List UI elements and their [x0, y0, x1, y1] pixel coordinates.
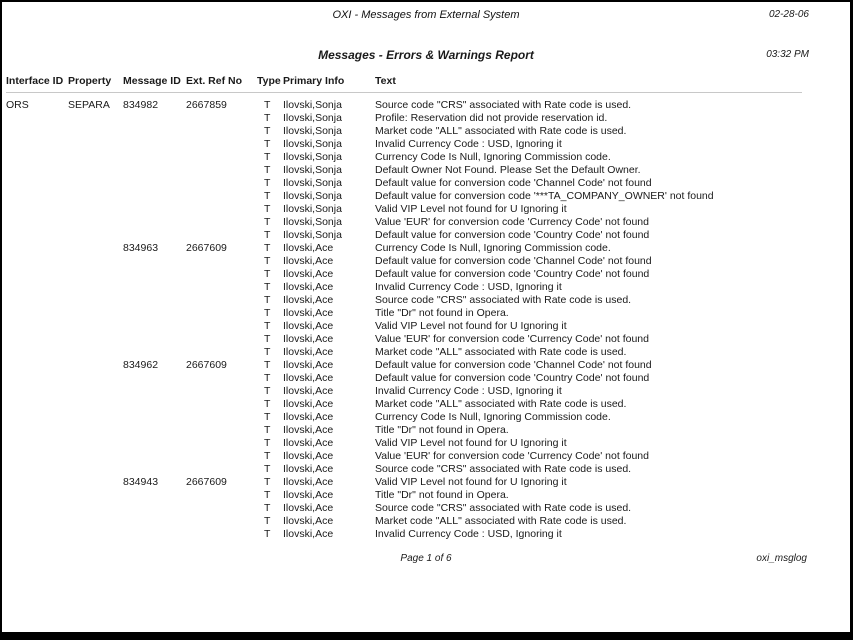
cell-primary-info: Ilovski,Ace — [283, 463, 334, 475]
cell-ext-ref-no — [186, 346, 257, 359]
cell-primary-info: Ilovski,Sonja — [283, 99, 342, 111]
table-row — [6, 502, 802, 515]
cell-ext-ref-no — [186, 125, 257, 138]
cell-interface-id — [6, 333, 68, 346]
cell-ext-ref-no — [186, 411, 257, 424]
column-header-message-id: Message ID — [123, 75, 186, 93]
cell-text: Market code "ALL" associated with Rate code is used. — [375, 515, 627, 527]
cell-type: T — [264, 125, 271, 137]
cell-message-id — [123, 151, 186, 164]
cell-interface-id — [6, 463, 68, 476]
cell-interface-id — [6, 411, 68, 424]
cell-primary-info: Ilovski,Sonja — [283, 164, 342, 176]
cell-ext-ref-no — [186, 164, 257, 177]
cell-primary-info: Ilovski,Ace — [283, 437, 334, 449]
cell-type: T — [264, 268, 271, 280]
cell-text: Value 'EUR' for conversion code 'Currency Code' not found — [375, 450, 649, 462]
cell-text: Source code "CRS" associated with Rate code is used. — [375, 294, 632, 306]
cell-type: T — [264, 138, 271, 150]
cell-primary-info: Ilovski,Ace — [283, 320, 334, 332]
cell-text: Valid VIP Level not found for U Ignoring it — [375, 437, 567, 449]
cell-interface-id — [6, 268, 68, 281]
cell-interface-id — [6, 190, 68, 203]
cell-interface-id — [6, 307, 68, 320]
cell-primary-info: Ilovski,Ace — [283, 502, 334, 514]
cell-primary-info: Ilovski,Ace — [283, 528, 334, 540]
cell-message-id — [123, 164, 186, 177]
cell-message-id — [123, 190, 186, 203]
cell-text: Default value for conversion code 'Channel Code' not found — [375, 359, 652, 371]
cell-type: T — [264, 242, 271, 254]
cell-interface-id — [6, 346, 68, 359]
cell-type: T — [264, 177, 271, 189]
cell-ext-ref-no — [186, 151, 257, 164]
cell-interface-id — [6, 112, 68, 125]
cell-property — [68, 112, 123, 125]
cell-interface-id — [6, 528, 68, 541]
cell-text: Profile: Reservation did not provide reservation id. — [375, 112, 608, 124]
cell-primary-info: Ilovski,Ace — [283, 268, 334, 280]
cell-interface-id — [6, 502, 68, 515]
cell-ext-ref-no — [186, 372, 257, 385]
cell-property — [68, 346, 123, 359]
cell-property — [68, 333, 123, 346]
cell-type: T — [264, 502, 271, 514]
cell-text: Default value for conversion code 'Country Code' not found — [375, 229, 650, 241]
cell-property — [68, 476, 123, 489]
cell-ext-ref-no — [186, 281, 257, 294]
cell-message-id — [123, 255, 186, 268]
cell-text: Currency Code Is Null, Ignoring Commission code. — [375, 151, 611, 163]
cell-type: T — [264, 398, 271, 410]
cell-ext-ref-no — [186, 463, 257, 476]
table-row — [6, 242, 802, 255]
table-row — [6, 359, 802, 372]
cell-text: Title "Dr" not found in Opera. — [375, 424, 509, 436]
cell-message-id — [123, 346, 186, 359]
table-row — [6, 333, 802, 346]
report-id: oxi_msglog — [756, 553, 807, 564]
cell-type: T — [264, 255, 271, 267]
cell-property — [68, 385, 123, 398]
cell-property — [68, 216, 123, 229]
cell-interface-id — [6, 320, 68, 333]
cell-property — [68, 125, 123, 138]
cell-interface-id — [6, 450, 68, 463]
cell-primary-info: Ilovski,Ace — [283, 450, 334, 462]
column-header-ext-ref-no: Ext. Ref No — [186, 75, 257, 93]
cell-message-id — [123, 112, 186, 125]
cell-text: Default value for conversion code '***TA_COMPANY_OWNER' not found — [375, 190, 714, 202]
cell-primary-info: Ilovski,Sonja — [283, 112, 342, 124]
cell-type: T — [264, 372, 271, 384]
cell-message-id: 834943 — [123, 476, 159, 488]
cell-interface-id — [6, 151, 68, 164]
cell-type: T — [264, 307, 271, 319]
table-row — [6, 151, 802, 164]
cell-property — [68, 450, 123, 463]
cell-ext-ref-no — [186, 138, 257, 151]
cell-ext-ref-no — [186, 320, 257, 333]
cell-type: T — [264, 437, 271, 449]
cell-primary-info: Ilovski,Ace — [283, 255, 334, 267]
cell-ext-ref-no: 2667609 — [186, 242, 227, 254]
cell-message-id — [123, 229, 186, 242]
cell-text: Default value for conversion code 'Country Code' not found — [375, 268, 650, 280]
cell-interface-id — [6, 372, 68, 385]
cell-primary-info: Ilovski,Ace — [283, 242, 334, 254]
cell-type: T — [264, 411, 271, 423]
table-row — [6, 320, 802, 333]
cell-property — [68, 190, 123, 203]
cell-message-id — [123, 515, 186, 528]
cell-type: T — [264, 294, 271, 306]
cell-text: Invalid Currency Code : USD, Ignoring it — [375, 138, 562, 150]
table-row — [6, 138, 802, 151]
cell-type: T — [264, 424, 271, 436]
cell-type: T — [264, 346, 271, 358]
cell-type: T — [264, 320, 271, 332]
cell-primary-info: Ilovski,Ace — [283, 372, 334, 384]
cell-message-id — [123, 138, 186, 151]
cell-type: T — [264, 528, 271, 540]
cell-property — [68, 320, 123, 333]
cell-message-id — [123, 528, 186, 541]
column-header-property: Property — [68, 75, 123, 93]
cell-text: Default value for conversion code 'Country Code' not found — [375, 372, 650, 384]
cell-type: T — [264, 99, 271, 111]
cell-primary-info: Ilovski,Ace — [283, 281, 334, 293]
cell-message-id — [123, 294, 186, 307]
cell-property — [68, 398, 123, 411]
table-row — [6, 424, 802, 437]
cell-property — [68, 463, 123, 476]
cell-type: T — [264, 450, 271, 462]
cell-text: Currency Code Is Null, Ignoring Commission code. — [375, 411, 611, 423]
cell-type: T — [264, 515, 271, 527]
table-row — [6, 476, 802, 489]
cell-text: Currency Code Is Null, Ignoring Commission code. — [375, 242, 611, 254]
cell-ext-ref-no — [186, 216, 257, 229]
column-header-type: Type — [257, 75, 283, 93]
cell-text: Invalid Currency Code : USD, Ignoring it — [375, 385, 562, 397]
table-row — [6, 203, 802, 216]
cell-interface-id — [6, 398, 68, 411]
table-row — [6, 190, 802, 203]
cell-ext-ref-no — [186, 255, 257, 268]
cell-text: Valid VIP Level not found for U Ignoring it — [375, 320, 567, 332]
cell-primary-info: Ilovski,Ace — [283, 359, 334, 371]
cell-interface-id — [6, 515, 68, 528]
cell-primary-info: Ilovski,Ace — [283, 489, 334, 501]
cell-message-id — [123, 489, 186, 502]
cell-ext-ref-no — [186, 190, 257, 203]
cell-message-id — [123, 203, 186, 216]
report-title: OXI - Messages from External System — [332, 9, 520, 21]
cell-interface-id — [6, 216, 68, 229]
table-row — [6, 164, 802, 177]
cell-text: Source code "CRS" associated with Rate code is used. — [375, 99, 632, 111]
cell-property — [68, 502, 123, 515]
cell-property — [68, 177, 123, 190]
column-header-text: Text — [375, 75, 802, 93]
cell-property — [68, 229, 123, 242]
cell-property — [68, 268, 123, 281]
cell-type: T — [264, 463, 271, 475]
cell-ext-ref-no — [186, 398, 257, 411]
table-row — [6, 515, 802, 528]
cell-property — [68, 359, 123, 372]
cell-ext-ref-no — [186, 177, 257, 190]
cell-text: Default value for conversion code 'Channel Code' not found — [375, 177, 652, 189]
table-row — [6, 450, 802, 463]
cell-text: Valid VIP Level not found for U Ignoring it — [375, 476, 567, 488]
cell-primary-info: Ilovski,Sonja — [283, 138, 342, 150]
cell-text: Value 'EUR' for conversion code 'Currency Code' not found — [375, 333, 649, 345]
cell-interface-id — [6, 489, 68, 502]
cell-primary-info: Ilovski,Ace — [283, 424, 334, 436]
cell-interface-id — [6, 242, 68, 255]
table-row — [6, 112, 802, 125]
cell-ext-ref-no: 2667609 — [186, 476, 227, 488]
cell-ext-ref-no — [186, 502, 257, 515]
cell-ext-ref-no — [186, 424, 257, 437]
cell-type: T — [264, 216, 271, 228]
cell-primary-info: Ilovski,Ace — [283, 333, 334, 345]
cell-interface-id — [6, 385, 68, 398]
table-row — [6, 294, 802, 307]
cell-message-id — [123, 216, 186, 229]
cell-property — [68, 151, 123, 164]
cell-message-id — [123, 333, 186, 346]
cell-property — [68, 528, 123, 541]
table-row — [6, 177, 802, 190]
cell-message-id — [123, 177, 186, 190]
cell-ext-ref-no — [186, 515, 257, 528]
messages-table — [6, 75, 802, 541]
cell-message-id — [123, 398, 186, 411]
cell-primary-info: Ilovski,Sonja — [283, 151, 342, 163]
cell-ext-ref-no — [186, 437, 257, 450]
cell-text: Valid VIP Level not found for U Ignoring it — [375, 203, 567, 215]
table-row — [6, 216, 802, 229]
cell-interface-id — [6, 476, 68, 489]
cell-property — [68, 164, 123, 177]
cell-property — [68, 424, 123, 437]
cell-primary-info: Ilovski,Ace — [283, 411, 334, 423]
cell-message-id — [123, 320, 186, 333]
table-row — [6, 372, 802, 385]
cell-message-id — [123, 411, 186, 424]
table-row — [6, 385, 802, 398]
cell-message-id — [123, 463, 186, 476]
cell-property — [68, 242, 123, 255]
table-row — [6, 125, 802, 138]
cell-property — [68, 307, 123, 320]
table-row — [6, 437, 802, 450]
cell-type: T — [264, 489, 271, 501]
cell-text: Default Owner Not Found. Please Set the Default Owner. — [375, 164, 641, 176]
cell-property — [68, 411, 123, 424]
cell-interface-id — [6, 281, 68, 294]
column-header-primary-info: Primary Info — [283, 75, 375, 93]
cell-message-id — [123, 424, 186, 437]
cell-message-id: 834963 — [123, 242, 159, 254]
cell-text: Invalid Currency Code : USD, Ignoring it — [375, 528, 562, 540]
cell-type: T — [264, 281, 271, 293]
cell-interface-id — [6, 424, 68, 437]
cell-primary-info: Ilovski,Sonja — [283, 203, 342, 215]
message-table-body — [6, 93, 802, 542]
cell-ext-ref-no — [186, 528, 257, 541]
cell-primary-info: Ilovski,Sonja — [283, 216, 342, 228]
cell-type: T — [264, 112, 271, 124]
cell-message-id — [123, 372, 186, 385]
cell-primary-info: Ilovski,Ace — [283, 346, 334, 358]
cell-interface-id — [6, 177, 68, 190]
cell-primary-info: Ilovski,Sonja — [283, 229, 342, 241]
table-row — [6, 411, 802, 424]
cell-ext-ref-no — [186, 385, 257, 398]
cell-ext-ref-no — [186, 112, 257, 125]
table-row — [6, 307, 802, 320]
cell-property — [68, 203, 123, 216]
table-row — [6, 489, 802, 502]
cell-text: Market code "ALL" associated with Rate code is used. — [375, 398, 627, 410]
cell-interface-id — [6, 229, 68, 242]
cell-interface-id — [6, 294, 68, 307]
cell-interface-id: ORS — [6, 99, 29, 111]
column-header-interface-id: Interface ID — [6, 75, 68, 93]
report-time: 03:32 PM — [766, 49, 809, 60]
cell-message-id — [123, 450, 186, 463]
cell-property — [68, 294, 123, 307]
cell-type: T — [264, 164, 271, 176]
cell-ext-ref-no — [186, 203, 257, 216]
cell-type: T — [264, 333, 271, 345]
cell-interface-id — [6, 125, 68, 138]
table-row — [6, 346, 802, 359]
cell-primary-info: Ilovski,Sonja — [283, 190, 342, 202]
cell-ext-ref-no — [186, 294, 257, 307]
table-row — [6, 229, 802, 242]
cell-ext-ref-no — [186, 333, 257, 346]
page-number: Page 1 of 6 — [400, 553, 452, 564]
cell-message-id: 834962 — [123, 359, 159, 371]
cell-message-id — [123, 437, 186, 450]
cell-property — [68, 515, 123, 528]
cell-interface-id — [6, 164, 68, 177]
report-subtitle: Messages - Errors & Warnings Report — [318, 48, 534, 62]
cell-text: Source code "CRS" associated with Rate code is used. — [375, 502, 632, 514]
cell-message-id: 834982 — [123, 99, 159, 111]
table-row — [6, 528, 802, 541]
table-header — [6, 75, 802, 93]
table-row — [6, 93, 802, 113]
cell-interface-id — [6, 203, 68, 216]
cell-text: Title "Dr" not found in Opera. — [375, 307, 509, 319]
cell-primary-info: Ilovski,Ace — [283, 294, 334, 306]
cell-property — [68, 372, 123, 385]
cell-ext-ref-no — [186, 229, 257, 242]
cell-primary-info: Ilovski,Sonja — [283, 125, 342, 137]
cell-interface-id — [6, 359, 68, 372]
cell-ext-ref-no: 2667609 — [186, 359, 227, 371]
cell-type: T — [264, 359, 271, 371]
table-row — [6, 255, 802, 268]
cell-message-id — [123, 307, 186, 320]
cell-type: T — [264, 476, 271, 488]
cell-property — [68, 489, 123, 502]
cell-text: Market code "ALL" associated with Rate code is used. — [375, 346, 627, 358]
cell-interface-id — [6, 138, 68, 151]
cell-primary-info: Ilovski,Ace — [283, 307, 334, 319]
report-date: 02-28-06 — [768, 9, 809, 20]
cell-ext-ref-no — [186, 268, 257, 281]
cell-text: Market code "ALL" associated with Rate code is used. — [375, 125, 627, 137]
cell-text: Invalid Currency Code : USD, Ignoring it — [375, 281, 562, 293]
cell-property — [68, 437, 123, 450]
cell-primary-info: Ilovski,Ace — [283, 476, 334, 488]
cell-interface-id — [6, 437, 68, 450]
cell-primary-info: Ilovski,Ace — [283, 515, 334, 527]
cell-text: Source code "CRS" associated with Rate code is used. — [375, 463, 632, 475]
cell-type: T — [264, 190, 271, 202]
cell-ext-ref-no — [186, 307, 257, 320]
cell-type: T — [264, 151, 271, 163]
cell-primary-info: Ilovski,Ace — [283, 398, 334, 410]
cell-type: T — [264, 385, 271, 397]
cell-message-id — [123, 281, 186, 294]
cell-message-id — [123, 125, 186, 138]
table-row — [6, 463, 802, 476]
table-row — [6, 268, 802, 281]
cell-property — [68, 281, 123, 294]
cell-type: T — [264, 229, 271, 241]
cell-interface-id — [6, 255, 68, 268]
cell-property: SEPARA — [68, 99, 110, 111]
table-row — [6, 398, 802, 411]
cell-property — [68, 255, 123, 268]
cell-message-id — [123, 502, 186, 515]
cell-message-id — [123, 268, 186, 281]
cell-text: Default value for conversion code 'Channel Code' not found — [375, 255, 652, 267]
table-row — [6, 281, 802, 294]
cell-text: Value 'EUR' for conversion code 'Currency Code' not found — [375, 216, 649, 228]
cell-ext-ref-no — [186, 489, 257, 502]
cell-primary-info: Ilovski,Ace — [283, 385, 334, 397]
cell-ext-ref-no — [186, 450, 257, 463]
cell-primary-info: Ilovski,Sonja — [283, 177, 342, 189]
cell-text: Title "Dr" not found in Opera. — [375, 489, 509, 501]
cell-ext-ref-no: 2667859 — [186, 99, 227, 111]
cell-type: T — [264, 203, 271, 215]
cell-property — [68, 138, 123, 151]
cell-message-id — [123, 385, 186, 398]
